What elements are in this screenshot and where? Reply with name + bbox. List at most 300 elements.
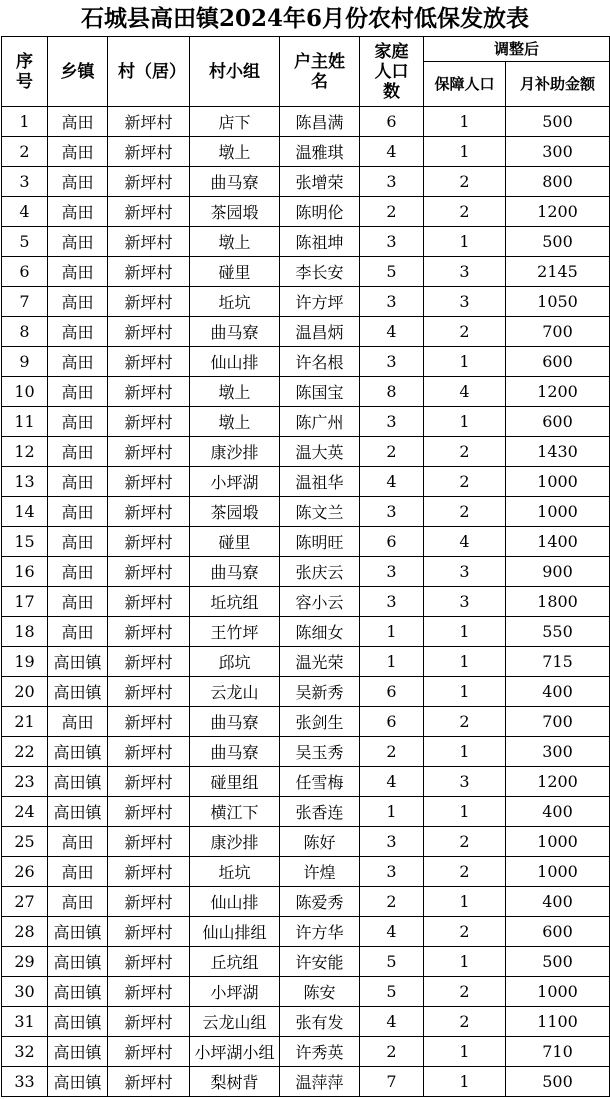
cell-family-size: 2: [360, 1037, 424, 1067]
cell-protected-count: 2: [424, 437, 506, 467]
cell-amount: 600: [506, 407, 610, 437]
cell-town: 高田: [48, 257, 108, 287]
cell-village: 新坪村: [108, 827, 190, 857]
cell-seq: 31: [2, 1007, 48, 1037]
cell-group: 墩上: [190, 227, 280, 257]
table-row: [2, 497, 610, 527]
cell-protected-count: 3: [424, 587, 506, 617]
cell-amount: 400: [506, 887, 610, 917]
cell-family-size: 4: [360, 767, 424, 797]
cell-family-size: 1: [360, 797, 424, 827]
cell-seq: 18: [2, 617, 48, 647]
cell-name: 许安能: [280, 947, 360, 977]
cell-amount: 1000: [506, 977, 610, 1007]
cell-village: 新坪村: [108, 407, 190, 437]
cell-seq: 20: [2, 677, 48, 707]
table-row: [2, 257, 610, 287]
cell-name: 许煌: [280, 857, 360, 887]
cell-protected-count: 2: [424, 167, 506, 197]
cell-village: 新坪村: [108, 557, 190, 587]
cell-family-size: 3: [360, 167, 424, 197]
table-row: [2, 887, 610, 917]
cell-group: 墩上: [190, 137, 280, 167]
cell-seq: 22: [2, 737, 48, 767]
header-town: 乡镇: [48, 37, 108, 107]
cell-village: 新坪村: [108, 617, 190, 647]
cell-family-size: 5: [360, 257, 424, 287]
cell-village: 新坪村: [108, 527, 190, 557]
table-row: [2, 1007, 610, 1037]
cell-protected-count: 2: [424, 917, 506, 947]
header-seq: 序号: [2, 37, 48, 107]
cell-protected-count: 2: [424, 1007, 506, 1037]
cell-town: 高田: [48, 347, 108, 377]
cell-amount: 500: [506, 107, 610, 137]
cell-name: 张剑生: [280, 707, 360, 737]
cell-seq: 1: [2, 107, 48, 137]
table-row: [2, 1067, 610, 1097]
cell-name: 陈文兰: [280, 497, 360, 527]
header-family-size: 家庭人口数: [360, 37, 424, 107]
cell-seq: 5: [2, 227, 48, 257]
cell-protected-count: 1: [424, 677, 506, 707]
cell-amount: 1000: [506, 497, 610, 527]
cell-family-size: 4: [360, 317, 424, 347]
cell-group: 曲马寮: [190, 167, 280, 197]
cell-amount: 1050: [506, 287, 610, 317]
cell-town: 高田镇: [48, 1067, 108, 1097]
table-row: [2, 467, 610, 497]
cell-protected-count: 1: [424, 107, 506, 137]
subsidy-table: [1, 36, 610, 1097]
cell-group: 邱坑: [190, 647, 280, 677]
cell-group: 康沙排: [190, 827, 280, 857]
cell-seq: 21: [2, 707, 48, 737]
table-row: [2, 107, 610, 137]
cell-seq: 7: [2, 287, 48, 317]
cell-family-size: 6: [360, 107, 424, 137]
cell-name: 温光荣: [280, 647, 360, 677]
cell-group: 云龙山组: [190, 1007, 280, 1037]
cell-family-size: 2: [360, 197, 424, 227]
cell-town: 高田: [48, 137, 108, 167]
cell-village: 新坪村: [108, 917, 190, 947]
cell-seq: 9: [2, 347, 48, 377]
cell-village: 新坪村: [108, 887, 190, 917]
cell-protected-count: 1: [424, 407, 506, 437]
table-row: [2, 707, 610, 737]
cell-group: 仙山排: [190, 887, 280, 917]
table-row: [2, 737, 610, 767]
cell-name: 陈爱秀: [280, 887, 360, 917]
cell-name: 任雪梅: [280, 767, 360, 797]
cell-group: 小坪湖小组: [190, 1037, 280, 1067]
cell-name: 温祖华: [280, 467, 360, 497]
cell-village: 新坪村: [108, 737, 190, 767]
cell-group: 丘坑组: [190, 947, 280, 977]
cell-town: 高田: [48, 557, 108, 587]
cell-group: 碰里: [190, 257, 280, 287]
cell-family-size: 3: [360, 347, 424, 377]
cell-amount: 715: [506, 647, 610, 677]
cell-village: 新坪村: [108, 947, 190, 977]
cell-village: 新坪村: [108, 677, 190, 707]
cell-family-size: 8: [360, 377, 424, 407]
cell-family-size: 3: [360, 407, 424, 437]
table-row: [2, 527, 610, 557]
cell-village: 新坪村: [108, 647, 190, 677]
cell-amount: 900: [506, 557, 610, 587]
cell-group: 横江下: [190, 797, 280, 827]
cell-protected-count: 3: [424, 767, 506, 797]
cell-family-size: 4: [360, 467, 424, 497]
cell-village: 新坪村: [108, 227, 190, 257]
cell-group: 曲马寮: [190, 707, 280, 737]
cell-name: 陈广州: [280, 407, 360, 437]
cell-group: 王竹坪: [190, 617, 280, 647]
cell-town: 高田: [48, 587, 108, 617]
cell-name: 陈好: [280, 827, 360, 857]
cell-amount: 800: [506, 167, 610, 197]
cell-name: 陈明旺: [280, 527, 360, 557]
cell-family-size: 6: [360, 707, 424, 737]
cell-seq: 14: [2, 497, 48, 527]
cell-name: 吴玉秀: [280, 737, 360, 767]
cell-amount: 1800: [506, 587, 610, 617]
cell-town: 高田: [48, 527, 108, 557]
cell-protected-count: 3: [424, 257, 506, 287]
table-row: [2, 827, 610, 857]
cell-town: 高田: [48, 407, 108, 437]
cell-family-size: 2: [360, 887, 424, 917]
cell-group: 小坪湖: [190, 467, 280, 497]
cell-town: 高田: [48, 437, 108, 467]
cell-amount: 500: [506, 947, 610, 977]
cell-group: 墩上: [190, 407, 280, 437]
table-row: [2, 557, 610, 587]
cell-seq: 3: [2, 167, 48, 197]
cell-amount: 400: [506, 797, 610, 827]
cell-seq: 12: [2, 437, 48, 467]
cell-name: 陈昌满: [280, 107, 360, 137]
cell-village: 新坪村: [108, 1067, 190, 1097]
cell-town: 高田镇: [48, 977, 108, 1007]
cell-name: 许名根: [280, 347, 360, 377]
cell-family-size: 5: [360, 947, 424, 977]
header-group: 村小组: [190, 37, 280, 107]
cell-family-size: 1: [360, 617, 424, 647]
table-row: [2, 317, 610, 347]
cell-town: 高田: [48, 227, 108, 257]
cell-family-size: 2: [360, 437, 424, 467]
cell-family-size: 6: [360, 677, 424, 707]
table-row: [2, 587, 610, 617]
cell-group: 仙山排组: [190, 917, 280, 947]
table-row: [2, 797, 610, 827]
cell-group: 坵坑: [190, 287, 280, 317]
cell-name: 陈明伦: [280, 197, 360, 227]
cell-town: 高田: [48, 377, 108, 407]
cell-protected-count: 1: [424, 797, 506, 827]
cell-name: 张增荣: [280, 167, 360, 197]
cell-protected-count: 3: [424, 287, 506, 317]
cell-town: 高田: [48, 617, 108, 647]
cell-name: 张庆云: [280, 557, 360, 587]
cell-protected-count: 1: [424, 947, 506, 977]
cell-amount: 1000: [506, 857, 610, 887]
cell-village: 新坪村: [108, 857, 190, 887]
cell-seq: 13: [2, 467, 48, 497]
cell-seq: 28: [2, 917, 48, 947]
cell-amount: 1430: [506, 437, 610, 467]
cell-seq: 25: [2, 827, 48, 857]
cell-amount: 600: [506, 917, 610, 947]
cell-family-size: 3: [360, 827, 424, 857]
cell-protected-count: 1: [424, 347, 506, 377]
cell-name: 李长安: [280, 257, 360, 287]
cell-village: 新坪村: [108, 167, 190, 197]
cell-protected-count: 1: [424, 1037, 506, 1067]
cell-name: 陈安: [280, 977, 360, 1007]
cell-name: 温雅琪: [280, 137, 360, 167]
cell-amount: 700: [506, 707, 610, 737]
cell-village: 新坪村: [108, 287, 190, 317]
cell-name: 许方坪: [280, 287, 360, 317]
cell-town: 高田: [48, 317, 108, 347]
cell-town: 高田镇: [48, 947, 108, 977]
table-row: [2, 677, 610, 707]
cell-village: 新坪村: [108, 467, 190, 497]
cell-town: 高田: [48, 857, 108, 887]
cell-town: 高田: [48, 707, 108, 737]
cell-name: 温萍萍: [280, 1067, 360, 1097]
cell-name: 许秀英: [280, 1037, 360, 1067]
cell-village: 新坪村: [108, 767, 190, 797]
cell-name: 温昌炳: [280, 317, 360, 347]
table-row: [2, 197, 610, 227]
cell-village: 新坪村: [108, 1037, 190, 1067]
cell-town: 高田镇: [48, 677, 108, 707]
table-row: [2, 977, 610, 1007]
cell-protected-count: 1: [424, 617, 506, 647]
header-adjusted: 调整后: [424, 37, 610, 62]
table-row: [2, 437, 610, 467]
cell-village: 新坪村: [108, 1007, 190, 1037]
cell-town: 高田: [48, 197, 108, 227]
cell-amount: 1000: [506, 827, 610, 857]
cell-seq: 11: [2, 407, 48, 437]
cell-seq: 16: [2, 557, 48, 587]
cell-family-size: 3: [360, 587, 424, 617]
cell-seq: 8: [2, 317, 48, 347]
cell-seq: 19: [2, 647, 48, 677]
cell-family-size: 4: [360, 1007, 424, 1037]
cell-town: 高田: [48, 827, 108, 857]
cell-amount: 500: [506, 227, 610, 257]
table-row: [2, 347, 610, 377]
cell-group: 康沙排: [190, 437, 280, 467]
cell-amount: 600: [506, 347, 610, 377]
cell-group: 曲马寮: [190, 317, 280, 347]
cell-seq: 23: [2, 767, 48, 797]
cell-family-size: 6: [360, 527, 424, 557]
table-row: [2, 767, 610, 797]
cell-town: 高田镇: [48, 1037, 108, 1067]
cell-name: 陈细女: [280, 617, 360, 647]
cell-seq: 26: [2, 857, 48, 887]
cell-seq: 17: [2, 587, 48, 617]
cell-seq: 4: [2, 197, 48, 227]
page-title: 石城县高田镇2024年6月份农村低保发放表: [80, 5, 530, 32]
cell-protected-count: 1: [424, 737, 506, 767]
cell-name: 陈祖坤: [280, 227, 360, 257]
table-row: [2, 917, 610, 947]
cell-village: 新坪村: [108, 587, 190, 617]
cell-name: 吴新秀: [280, 677, 360, 707]
table-row: [2, 617, 610, 647]
table-row: [2, 1037, 610, 1067]
cell-protected-count: 2: [424, 467, 506, 497]
cell-protected-count: 3: [424, 557, 506, 587]
cell-protected-count: 2: [424, 317, 506, 347]
header-monthly-amount: 月补助金额: [506, 62, 610, 107]
table-row: [2, 407, 610, 437]
cell-amount: 400: [506, 677, 610, 707]
cell-group: 小坪湖: [190, 977, 280, 1007]
cell-group: 碰里组: [190, 767, 280, 797]
cell-amount: 1400: [506, 527, 610, 557]
cell-seq: 2: [2, 137, 48, 167]
cell-village: 新坪村: [108, 707, 190, 737]
cell-protected-count: 1: [424, 1067, 506, 1097]
cell-town: 高田镇: [48, 767, 108, 797]
cell-village: 新坪村: [108, 797, 190, 827]
cell-protected-count: 2: [424, 857, 506, 887]
cell-amount: 300: [506, 737, 610, 767]
cell-seq: 33: [2, 1067, 48, 1097]
cell-amount: 1200: [506, 377, 610, 407]
cell-family-size: 7: [360, 1067, 424, 1097]
header-protected-count: 保障人口: [424, 62, 506, 107]
cell-amount: 1000: [506, 467, 610, 497]
cell-village: 新坪村: [108, 497, 190, 527]
cell-protected-count: 2: [424, 197, 506, 227]
cell-group: 茶园塅: [190, 197, 280, 227]
cell-name: 温大英: [280, 437, 360, 467]
cell-amount: 1200: [506, 197, 610, 227]
cell-protected-count: 2: [424, 977, 506, 1007]
cell-group: 曲马寮: [190, 737, 280, 767]
cell-town: 高田: [48, 467, 108, 497]
cell-group: 云龙山: [190, 677, 280, 707]
table-row: [2, 647, 610, 677]
table-row: [2, 857, 610, 887]
cell-village: 新坪村: [108, 197, 190, 227]
cell-name: 张香连: [280, 797, 360, 827]
cell-group: 坵坑: [190, 857, 280, 887]
cell-group: 坵坑组: [190, 587, 280, 617]
cell-protected-count: 2: [424, 497, 506, 527]
cell-name: 张有发: [280, 1007, 360, 1037]
cell-amount: 500: [506, 1067, 610, 1097]
cell-town: 高田: [48, 287, 108, 317]
cell-seq: 32: [2, 1037, 48, 1067]
table-row: [2, 167, 610, 197]
cell-protected-count: 4: [424, 377, 506, 407]
cell-family-size: 3: [360, 287, 424, 317]
cell-name: 容小云: [280, 587, 360, 617]
cell-town: 高田: [48, 107, 108, 137]
cell-seq: 10: [2, 377, 48, 407]
cell-amount: 710: [506, 1037, 610, 1067]
cell-town: 高田镇: [48, 737, 108, 767]
cell-protected-count: 1: [424, 647, 506, 677]
cell-family-size: 4: [360, 137, 424, 167]
cell-group: 曲马寮: [190, 557, 280, 587]
cell-village: 新坪村: [108, 107, 190, 137]
cell-group: 梨树背: [190, 1067, 280, 1097]
table-body: [2, 107, 610, 1097]
cell-group: 碰里: [190, 527, 280, 557]
cell-name: 许方华: [280, 917, 360, 947]
cell-family-size: 5: [360, 977, 424, 1007]
cell-town: 高田: [48, 167, 108, 197]
table-row: [2, 137, 610, 167]
cell-town: 高田: [48, 497, 108, 527]
cell-protected-count: 4: [424, 527, 506, 557]
cell-protected-count: 2: [424, 707, 506, 737]
cell-town: 高田镇: [48, 797, 108, 827]
cell-village: 新坪村: [108, 347, 190, 377]
table-row: [2, 947, 610, 977]
header-village: 村（居）: [108, 37, 190, 107]
cell-seq: 27: [2, 887, 48, 917]
cell-village: 新坪村: [108, 437, 190, 467]
cell-family-size: 1: [360, 647, 424, 677]
cell-town: 高田镇: [48, 917, 108, 947]
cell-amount: 300: [506, 137, 610, 167]
cell-village: 新坪村: [108, 317, 190, 347]
cell-village: 新坪村: [108, 977, 190, 1007]
cell-seq: 6: [2, 257, 48, 287]
cell-seq: 30: [2, 977, 48, 1007]
cell-amount: 1100: [506, 1007, 610, 1037]
cell-family-size: 3: [360, 227, 424, 257]
cell-seq: 15: [2, 527, 48, 557]
table-row: [2, 377, 610, 407]
cell-town: 高田: [48, 887, 108, 917]
cell-village: 新坪村: [108, 257, 190, 287]
cell-amount: 2145: [506, 257, 610, 287]
cell-town: 高田镇: [48, 647, 108, 677]
cell-amount: 550: [506, 617, 610, 647]
cell-amount: 700: [506, 317, 610, 347]
table-row: [2, 227, 610, 257]
cell-family-size: 4: [360, 917, 424, 947]
cell-seq: 24: [2, 797, 48, 827]
cell-group: 茶园塅: [190, 497, 280, 527]
cell-name: 陈国宝: [280, 377, 360, 407]
cell-family-size: 3: [360, 497, 424, 527]
cell-protected-count: 2: [424, 827, 506, 857]
cell-village: 新坪村: [108, 137, 190, 167]
cell-seq: 29: [2, 947, 48, 977]
cell-group: 墩上: [190, 377, 280, 407]
cell-group: 仙山排: [190, 347, 280, 377]
header-name: 户主姓名: [280, 37, 360, 107]
cell-protected-count: 1: [424, 137, 506, 167]
cell-family-size: 3: [360, 557, 424, 587]
